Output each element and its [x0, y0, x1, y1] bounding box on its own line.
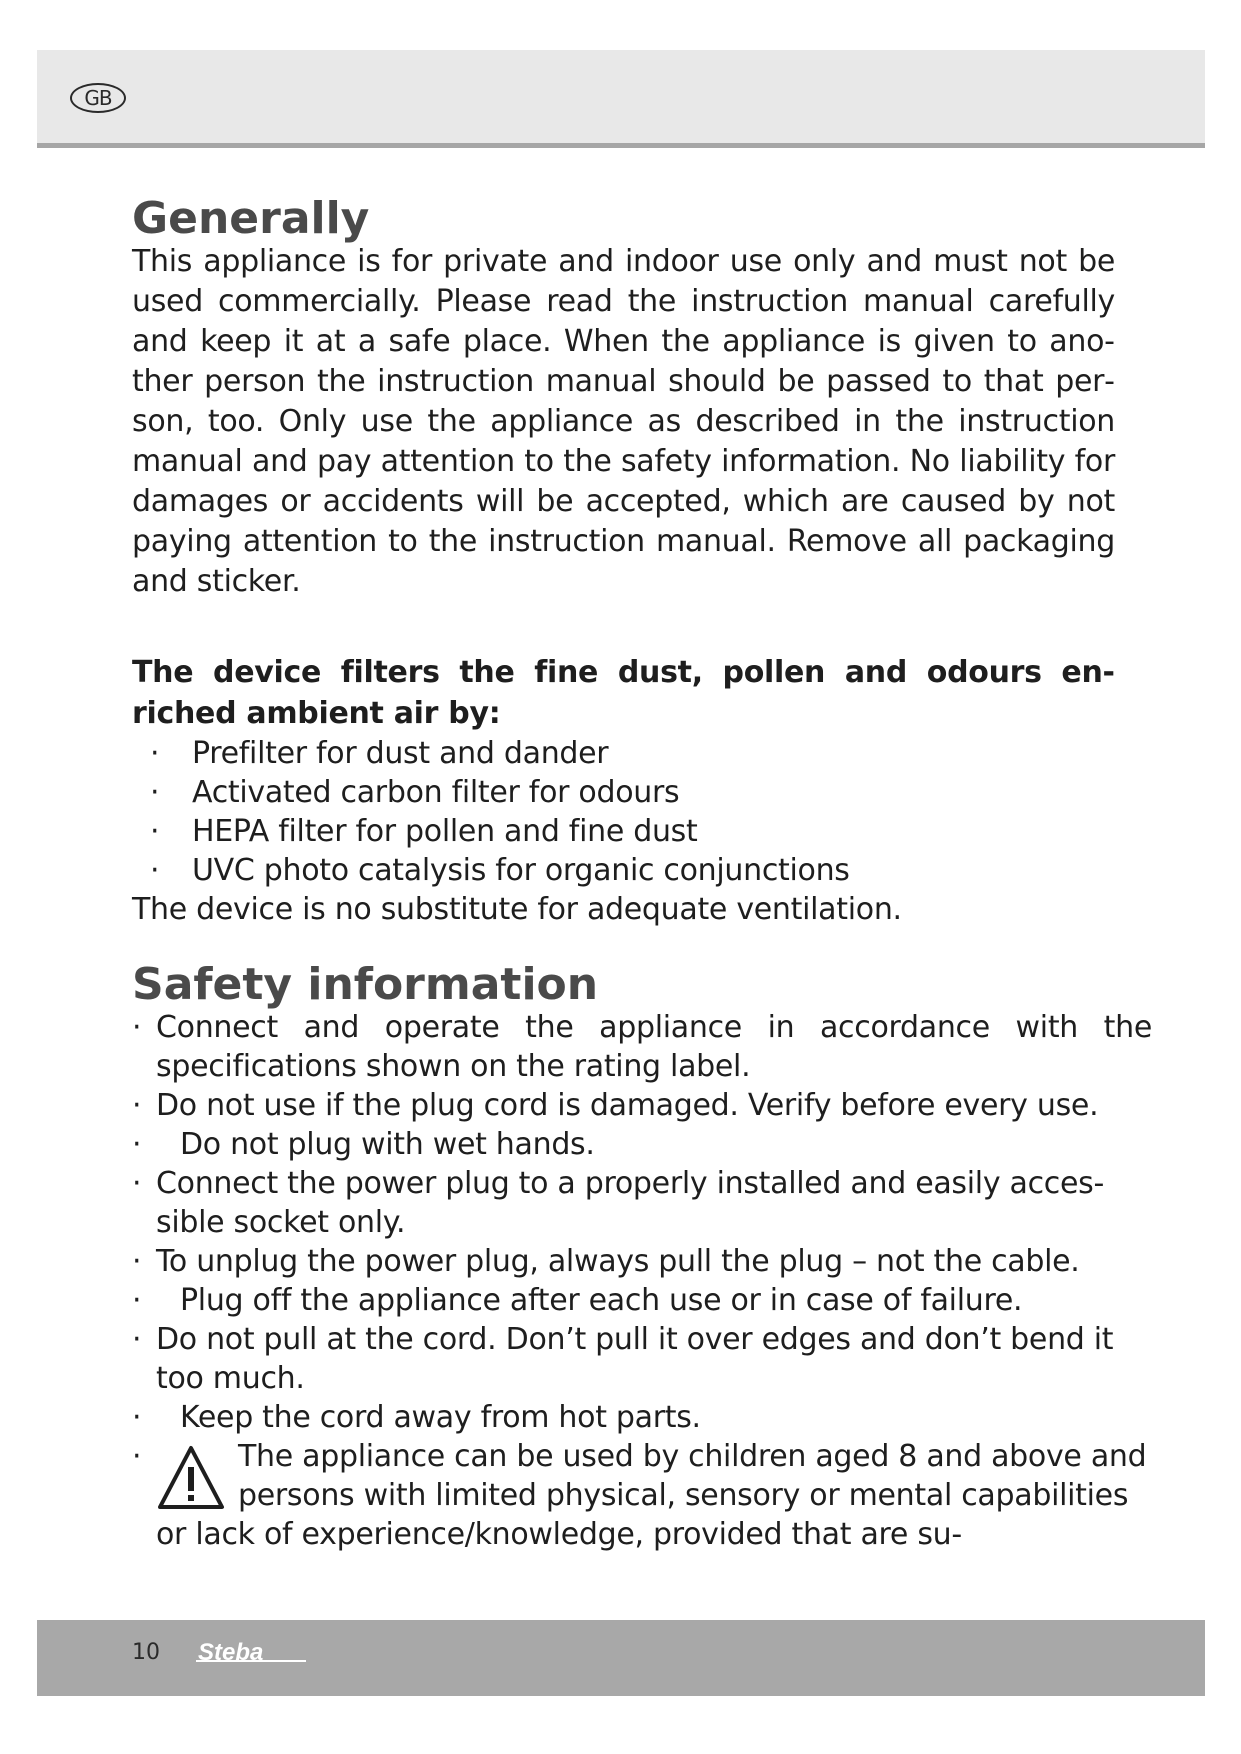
bullet-dot: · [150, 814, 160, 850]
header-bar [37, 50, 1205, 148]
list-item: · Plug off the appliance after each use or in case of failure. [132, 1283, 1023, 1319]
bullet-dot: · [132, 1400, 142, 1436]
list-item: · Keep the cord away from hot parts. [132, 1400, 701, 1436]
bullet-dot: · [132, 1088, 142, 1124]
list-item: · Connect and operate the appliance in accordance with the specifications shown on the rating label. [132, 1010, 1152, 1085]
safety-list [132, 1008, 1152, 1554]
steba-logo-text: Steba [198, 1639, 264, 1666]
list-item: · Prefilter for dust and dander [150, 736, 609, 772]
bullet-dot: · [132, 1010, 142, 1046]
section-title-safety: Safety information [132, 959, 599, 1011]
bullet-dot: · [132, 1127, 142, 1163]
bullet-dot: · [132, 1244, 142, 1280]
list-item: · The appliance can be used by children aged 8 and above and persons with limited physical, sensory or mental capabilities or lack of experience/knowledge, provided that are su- [132, 1439, 1147, 1553]
list-item: · Do not plug with wet hands. [132, 1127, 595, 1163]
section-title-general: Generally [132, 193, 370, 244]
steba-logo [196, 1638, 312, 1668]
list-item: · To unplug the power plug, always pull the plug – not the cable. [132, 1244, 1080, 1280]
filter-list [132, 734, 1115, 890]
page-content [132, 193, 1152, 1554]
bullet-dot: · [150, 853, 160, 889]
bullet-dot: · [150, 775, 160, 811]
list-item: · Activated carbon filter for odours [150, 775, 680, 811]
page-number: 10 [132, 1640, 160, 1665]
list-item: · UVC photo catalysis for organic conjunctions [150, 853, 850, 889]
list-item: · Do not use if the plug cord is damaged. Verify before every use. [132, 1088, 1099, 1124]
bullet-dot: · [132, 1166, 142, 1202]
list-item: · HEPA filter for pollen and fine dust [150, 814, 698, 850]
language-badge: GB [70, 83, 126, 113]
general-paragraph: This appliance is for private and indoor use only and must not be used commercially. Please read the instruction manual carefully and keep it at a safe place. When the appliance is given to another person the instruction manual should be passed to that person, too. Only use the appliance as described in the instruction manual and pay attention to the safety information. No liability for damages or accidents will be accepted, which are caused by not paying attention to the instruction manual. Remove all packaging and sticker. [132, 244, 1115, 600]
ventilation-note: The device is no substitute for adequate ventilation. [132, 892, 902, 928]
list-item: · Do not pull at the cord. Don’t pull it over edges and don’t bend it too much. [132, 1322, 1114, 1397]
bullet-dot: · [132, 1439, 142, 1475]
bullet-dot: · [132, 1322, 142, 1358]
bullet-dot: · [150, 736, 160, 772]
filter-intro: The device filters the fine dust, pollen and odours enriched ambient air by: [132, 655, 1115, 732]
warning-triangle-icon [156, 1443, 226, 1513]
bullet-dot: · [132, 1283, 142, 1319]
list-item: · Connect the power plug to a properly installed and easily accessible socket only. [132, 1166, 1105, 1241]
